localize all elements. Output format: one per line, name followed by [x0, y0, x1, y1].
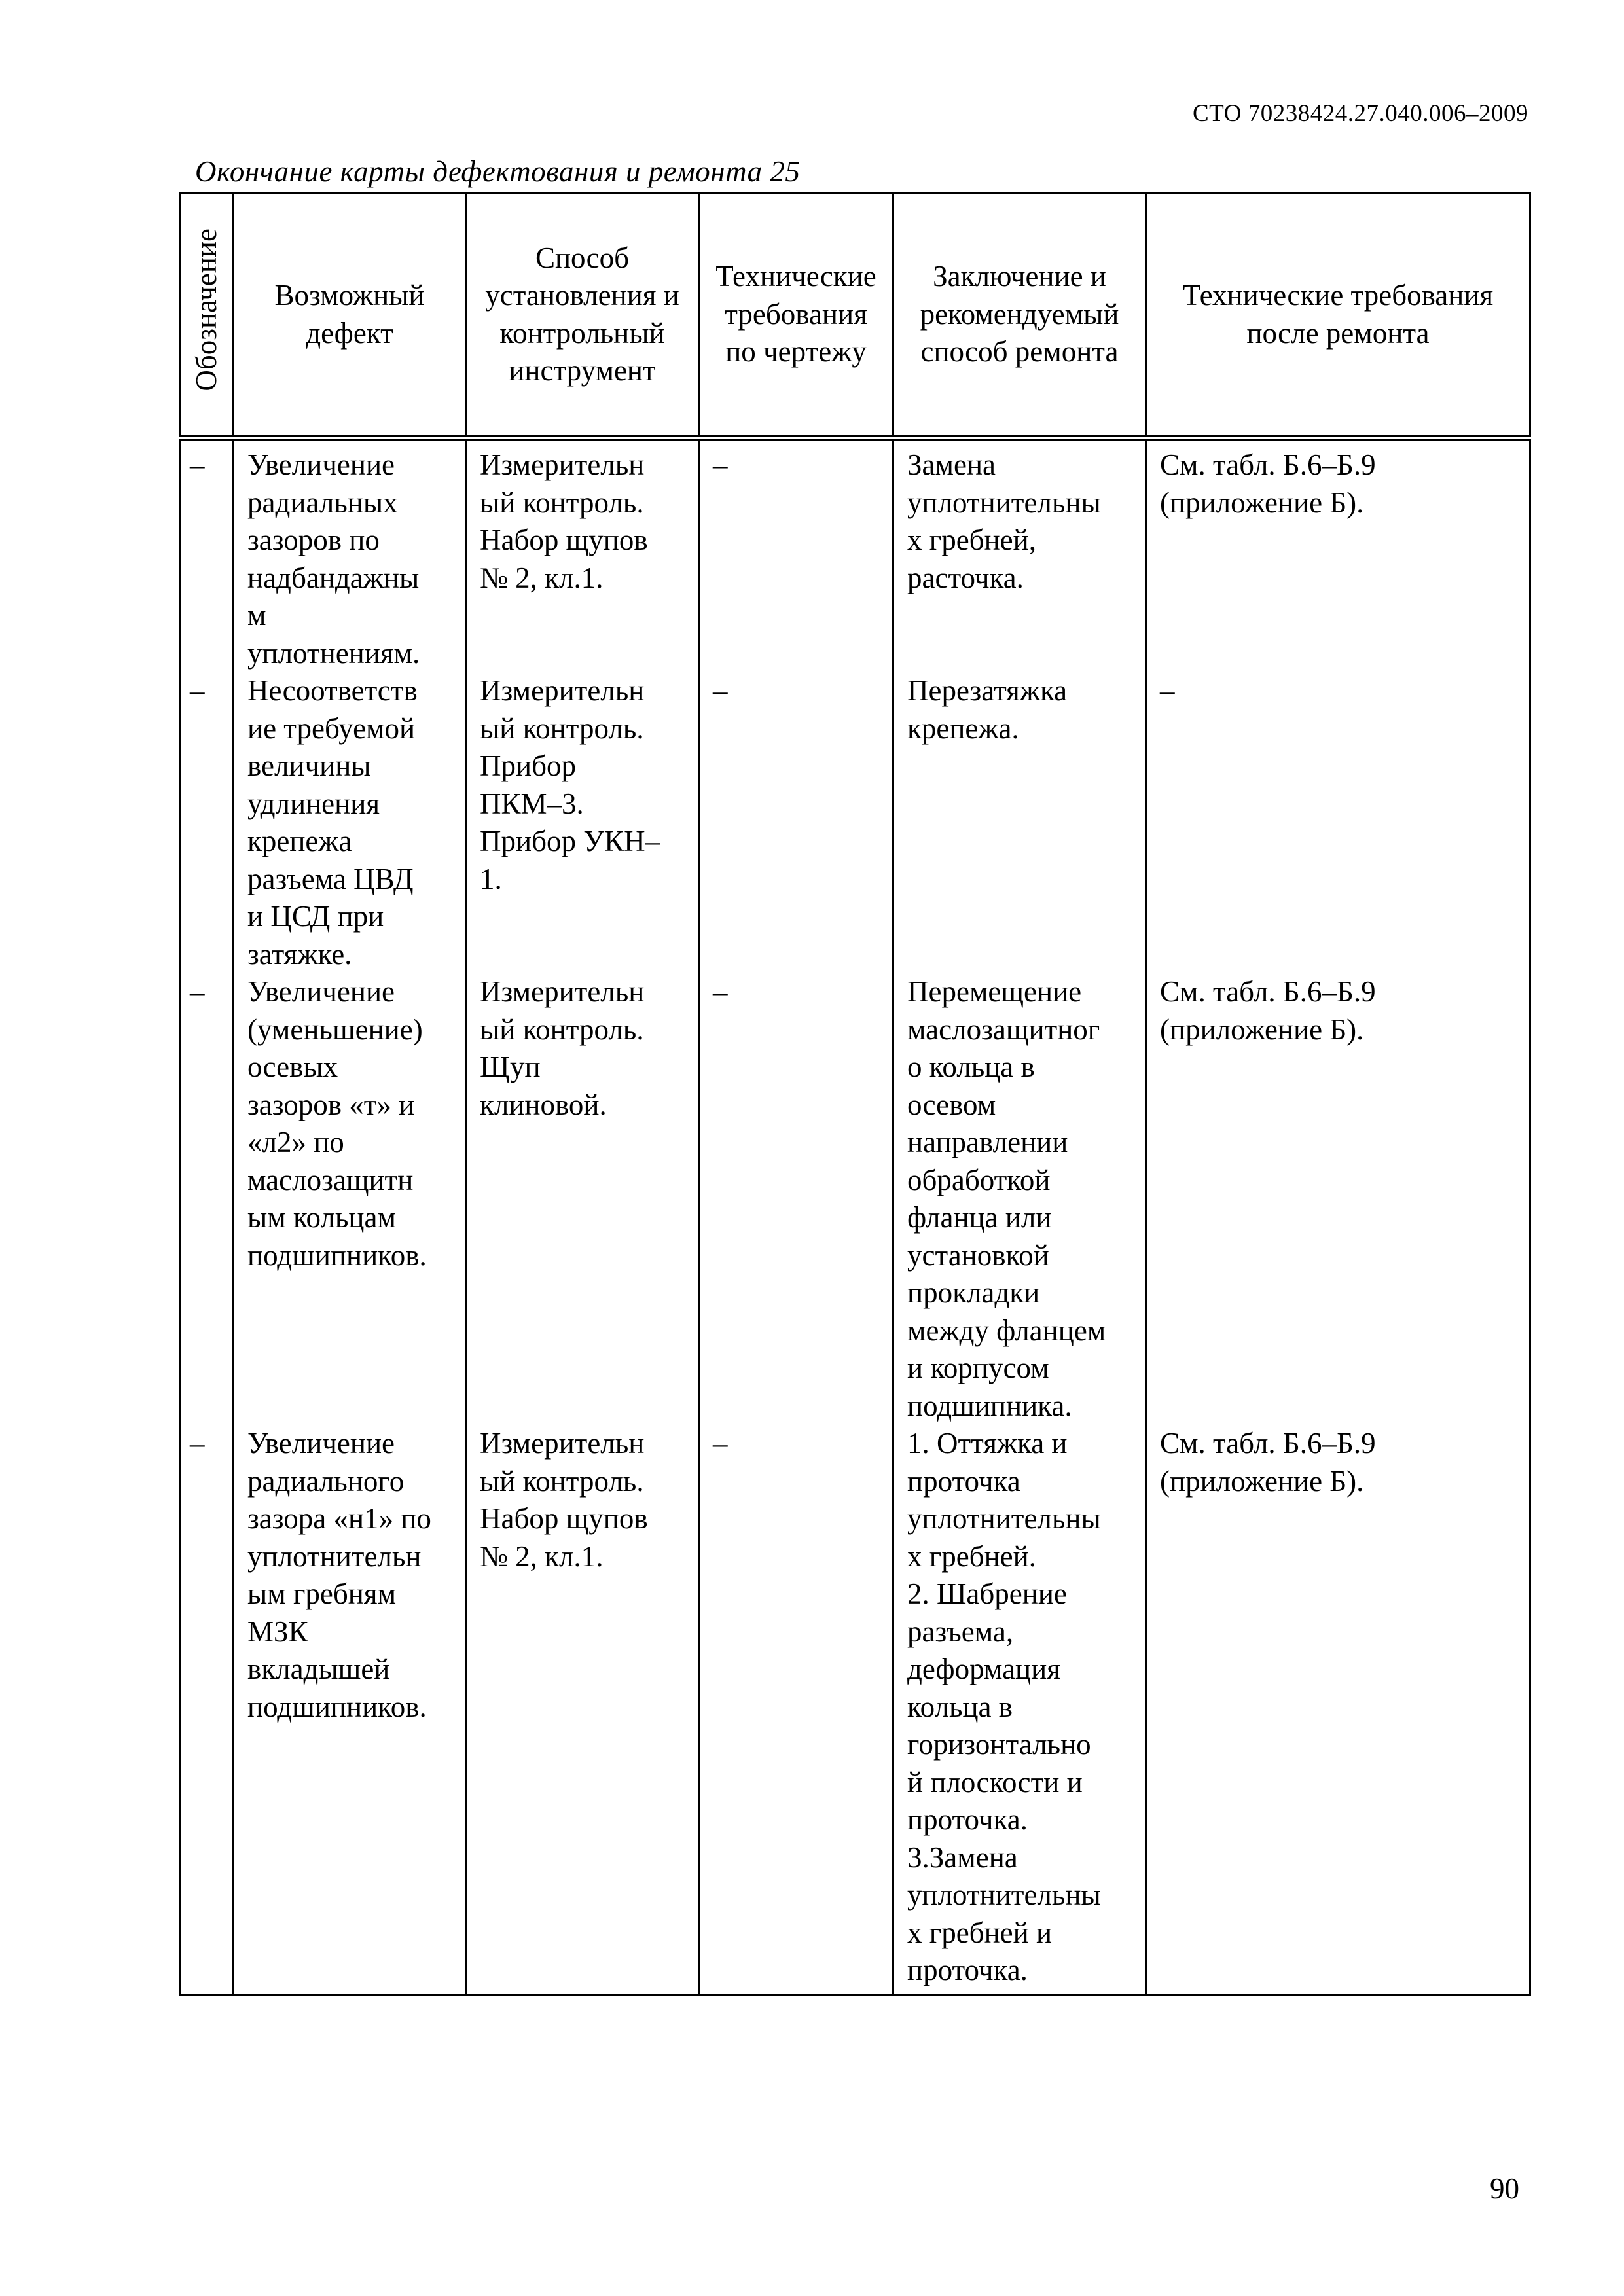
cell-post-repair-requirements [1146, 439, 1530, 673]
cell-line: Несоответств [247, 674, 418, 707]
cell-line: х гребней. [907, 1539, 1036, 1573]
cell-line: (уменьшение) [247, 1013, 423, 1046]
cell-line: осевых [247, 1050, 338, 1083]
cell-designation: – [180, 439, 234, 673]
cell-detection-method [466, 672, 699, 973]
cell-drawing-requirements: – [699, 1425, 893, 1994]
cell-line: МЗК [247, 1615, 308, 1648]
cell-line: маслозащитног [907, 1013, 1100, 1046]
cell-line: (приложение Б). [1160, 1013, 1364, 1046]
cell-line: зазоров «т» и [247, 1088, 415, 1121]
cell-line: Щуп [480, 1050, 541, 1083]
cell-line: надбандажны [247, 561, 420, 594]
cell-line: клиновой. [480, 1088, 607, 1121]
cell-line: (приложение Б). [1160, 1464, 1364, 1498]
cell-line: Перемещение [907, 975, 1082, 1008]
cell-line: фланца или [907, 1201, 1052, 1234]
cell-line: кольца в [907, 1690, 1013, 1723]
cell-line: ым гребням [247, 1577, 397, 1610]
cell-line: затяжке. [247, 937, 352, 971]
cell-line: горизонтально [907, 1728, 1091, 1761]
page-number: 90 [1490, 2172, 1519, 2205]
cell-line: Увеличение [247, 975, 395, 1008]
cell-line: зазора «н1» по [247, 1502, 431, 1535]
cell-line: ым кольцам [247, 1201, 396, 1234]
table-row [180, 439, 1530, 673]
cell-repair-conclusion [893, 1425, 1146, 1994]
cell-line: Измерительн [480, 1427, 645, 1460]
cell-detection-method [466, 973, 699, 1425]
defect-table [179, 192, 1531, 1996]
cell-drawing-requirements: – [699, 672, 893, 973]
cell-line: Замена [907, 448, 996, 481]
cell-line: ый контроль. [480, 1013, 644, 1046]
cell-line: уплотнительны [907, 1878, 1101, 1911]
cell-line: уплотнительн [247, 1539, 422, 1573]
cell-line: деформация [907, 1653, 1060, 1685]
cell-line: См. табл. Б.6–Б.9 [1160, 1427, 1376, 1460]
cell-line: обработкой [907, 1163, 1051, 1196]
cell-line: ый контроль. [480, 486, 644, 519]
table-row [180, 973, 1530, 1425]
cell-post-repair-requirements [1146, 1425, 1530, 1994]
cell-line: расточка. [907, 561, 1024, 594]
cell-line: См. табл. Б.6–Б.9 [1160, 975, 1376, 1008]
cell-post-repair-requirements [1146, 973, 1530, 1425]
cell-line: проточка. [907, 1954, 1028, 1986]
cell-line: 1. [480, 862, 502, 895]
cell-line: (приложение Б). [1160, 486, 1364, 519]
cell-line: ый контроль. [480, 1464, 644, 1498]
cell-line: ПКМ–3. [480, 787, 584, 820]
cell-detection-method [466, 1425, 699, 1994]
cell-line: установкой [907, 1238, 1049, 1272]
cell-line: Измерительн [480, 975, 645, 1008]
cell-line: подшипника. [907, 1389, 1072, 1422]
cell-line: – [1160, 674, 1175, 707]
header-possible-defect: Возможный дефект [234, 193, 466, 439]
cell-repair-conclusion [893, 973, 1146, 1425]
cell-repair-conclusion [893, 439, 1146, 673]
cell-line: «л2» по [247, 1126, 344, 1158]
header-detection-method: Способ установления и контрольный инструмент [466, 193, 699, 439]
cell-designation: – [180, 672, 234, 973]
cell-line: зазоров по [247, 524, 380, 556]
cell-line: Набор щупов [480, 524, 648, 556]
cell-line: Прибор [480, 749, 576, 782]
cell-line: х гребней, [907, 524, 1036, 556]
cell-repair-conclusion [893, 672, 1146, 973]
cell-line: Увеличение [247, 1427, 395, 1460]
cell-line: и ЦСД при [247, 900, 384, 933]
cell-line: уплотнительны [907, 1502, 1101, 1535]
cell-line: направлении [907, 1126, 1068, 1158]
cell-line: См. табл. Б.6–Б.9 [1160, 448, 1376, 481]
cell-line: Перезатяжка [907, 674, 1068, 707]
cell-line: № 2, кл.1. [480, 561, 604, 594]
cell-designation: – [180, 1425, 234, 1994]
cell-possible-defect [234, 672, 466, 973]
cell-line: и корпусом [907, 1352, 1049, 1384]
cell-line: осевом [907, 1088, 996, 1121]
cell-line: между фланцем [907, 1314, 1106, 1347]
cell-line: № 2, кл.1. [480, 1539, 604, 1573]
cell-designation: – [180, 973, 234, 1425]
cell-line: крепежа [247, 825, 352, 857]
table-row [180, 672, 1530, 973]
cell-line: х гребней и [907, 1916, 1053, 1949]
cell-line: разъема ЦВД [247, 862, 414, 895]
header-designation: Обозначение [180, 193, 234, 439]
cell-line: подшипников. [247, 1238, 427, 1272]
cell-line: проточка [907, 1464, 1020, 1498]
cell-line: 2. Шабрение [907, 1577, 1067, 1610]
cell-line: проточка. [907, 1803, 1028, 1836]
cell-line: величины [247, 749, 371, 782]
cell-line: уплотнениям. [247, 636, 420, 670]
cell-line: й плоскости и [907, 1765, 1083, 1799]
cell-line: о кольца в [907, 1050, 1035, 1083]
table-header-row [180, 193, 1530, 439]
cell-detection-method [466, 439, 699, 673]
header-post-repair-requirements: Технические требования после ремонта [1146, 193, 1530, 439]
cell-line: разъема, [907, 1615, 1014, 1648]
cell-drawing-requirements: – [699, 973, 893, 1425]
cell-line: 1. Оттяжка и [907, 1427, 1068, 1460]
table-row [180, 1425, 1530, 1994]
cell-line: ый контроль. [480, 711, 644, 745]
header-drawing-requirements: Технические требования по чертежу [699, 193, 893, 439]
cell-line: Набор щупов [480, 1502, 648, 1535]
cell-possible-defect [234, 1425, 466, 1994]
cell-line: Прибор УКН– [480, 825, 660, 857]
cell-line: радиальных [247, 486, 398, 519]
cell-possible-defect [234, 973, 466, 1425]
cell-line: вкладышей [247, 1653, 390, 1685]
cell-post-repair-requirements [1146, 672, 1530, 973]
document-code: СТО 70238424.27.040.006–2009 [1192, 100, 1528, 127]
cell-line: Измерительн [480, 674, 645, 707]
cell-line: прокладки [907, 1276, 1040, 1309]
cell-line: маслозащитн [247, 1163, 414, 1196]
cell-line: удлинения [247, 787, 380, 820]
cell-line: подшипников. [247, 1690, 427, 1723]
cell-drawing-requirements: – [699, 439, 893, 673]
cell-line: ие требуемой [247, 711, 416, 745]
cell-line: м [247, 599, 266, 632]
cell-line: 3.Замена [907, 1840, 1018, 1874]
cell-line: уплотнительны [907, 486, 1101, 519]
cell-line: крепежа. [907, 711, 1019, 745]
cell-line: Увеличение [247, 448, 395, 481]
header-repair-conclusion: Заключение и рекомендуемый способ ремонта [893, 193, 1146, 439]
cell-line: радиального [247, 1464, 405, 1498]
table-caption: Окончание карты дефектования и ремонта 25 [195, 155, 801, 188]
cell-possible-defect [234, 439, 466, 673]
cell-line: Измерительн [480, 448, 645, 481]
